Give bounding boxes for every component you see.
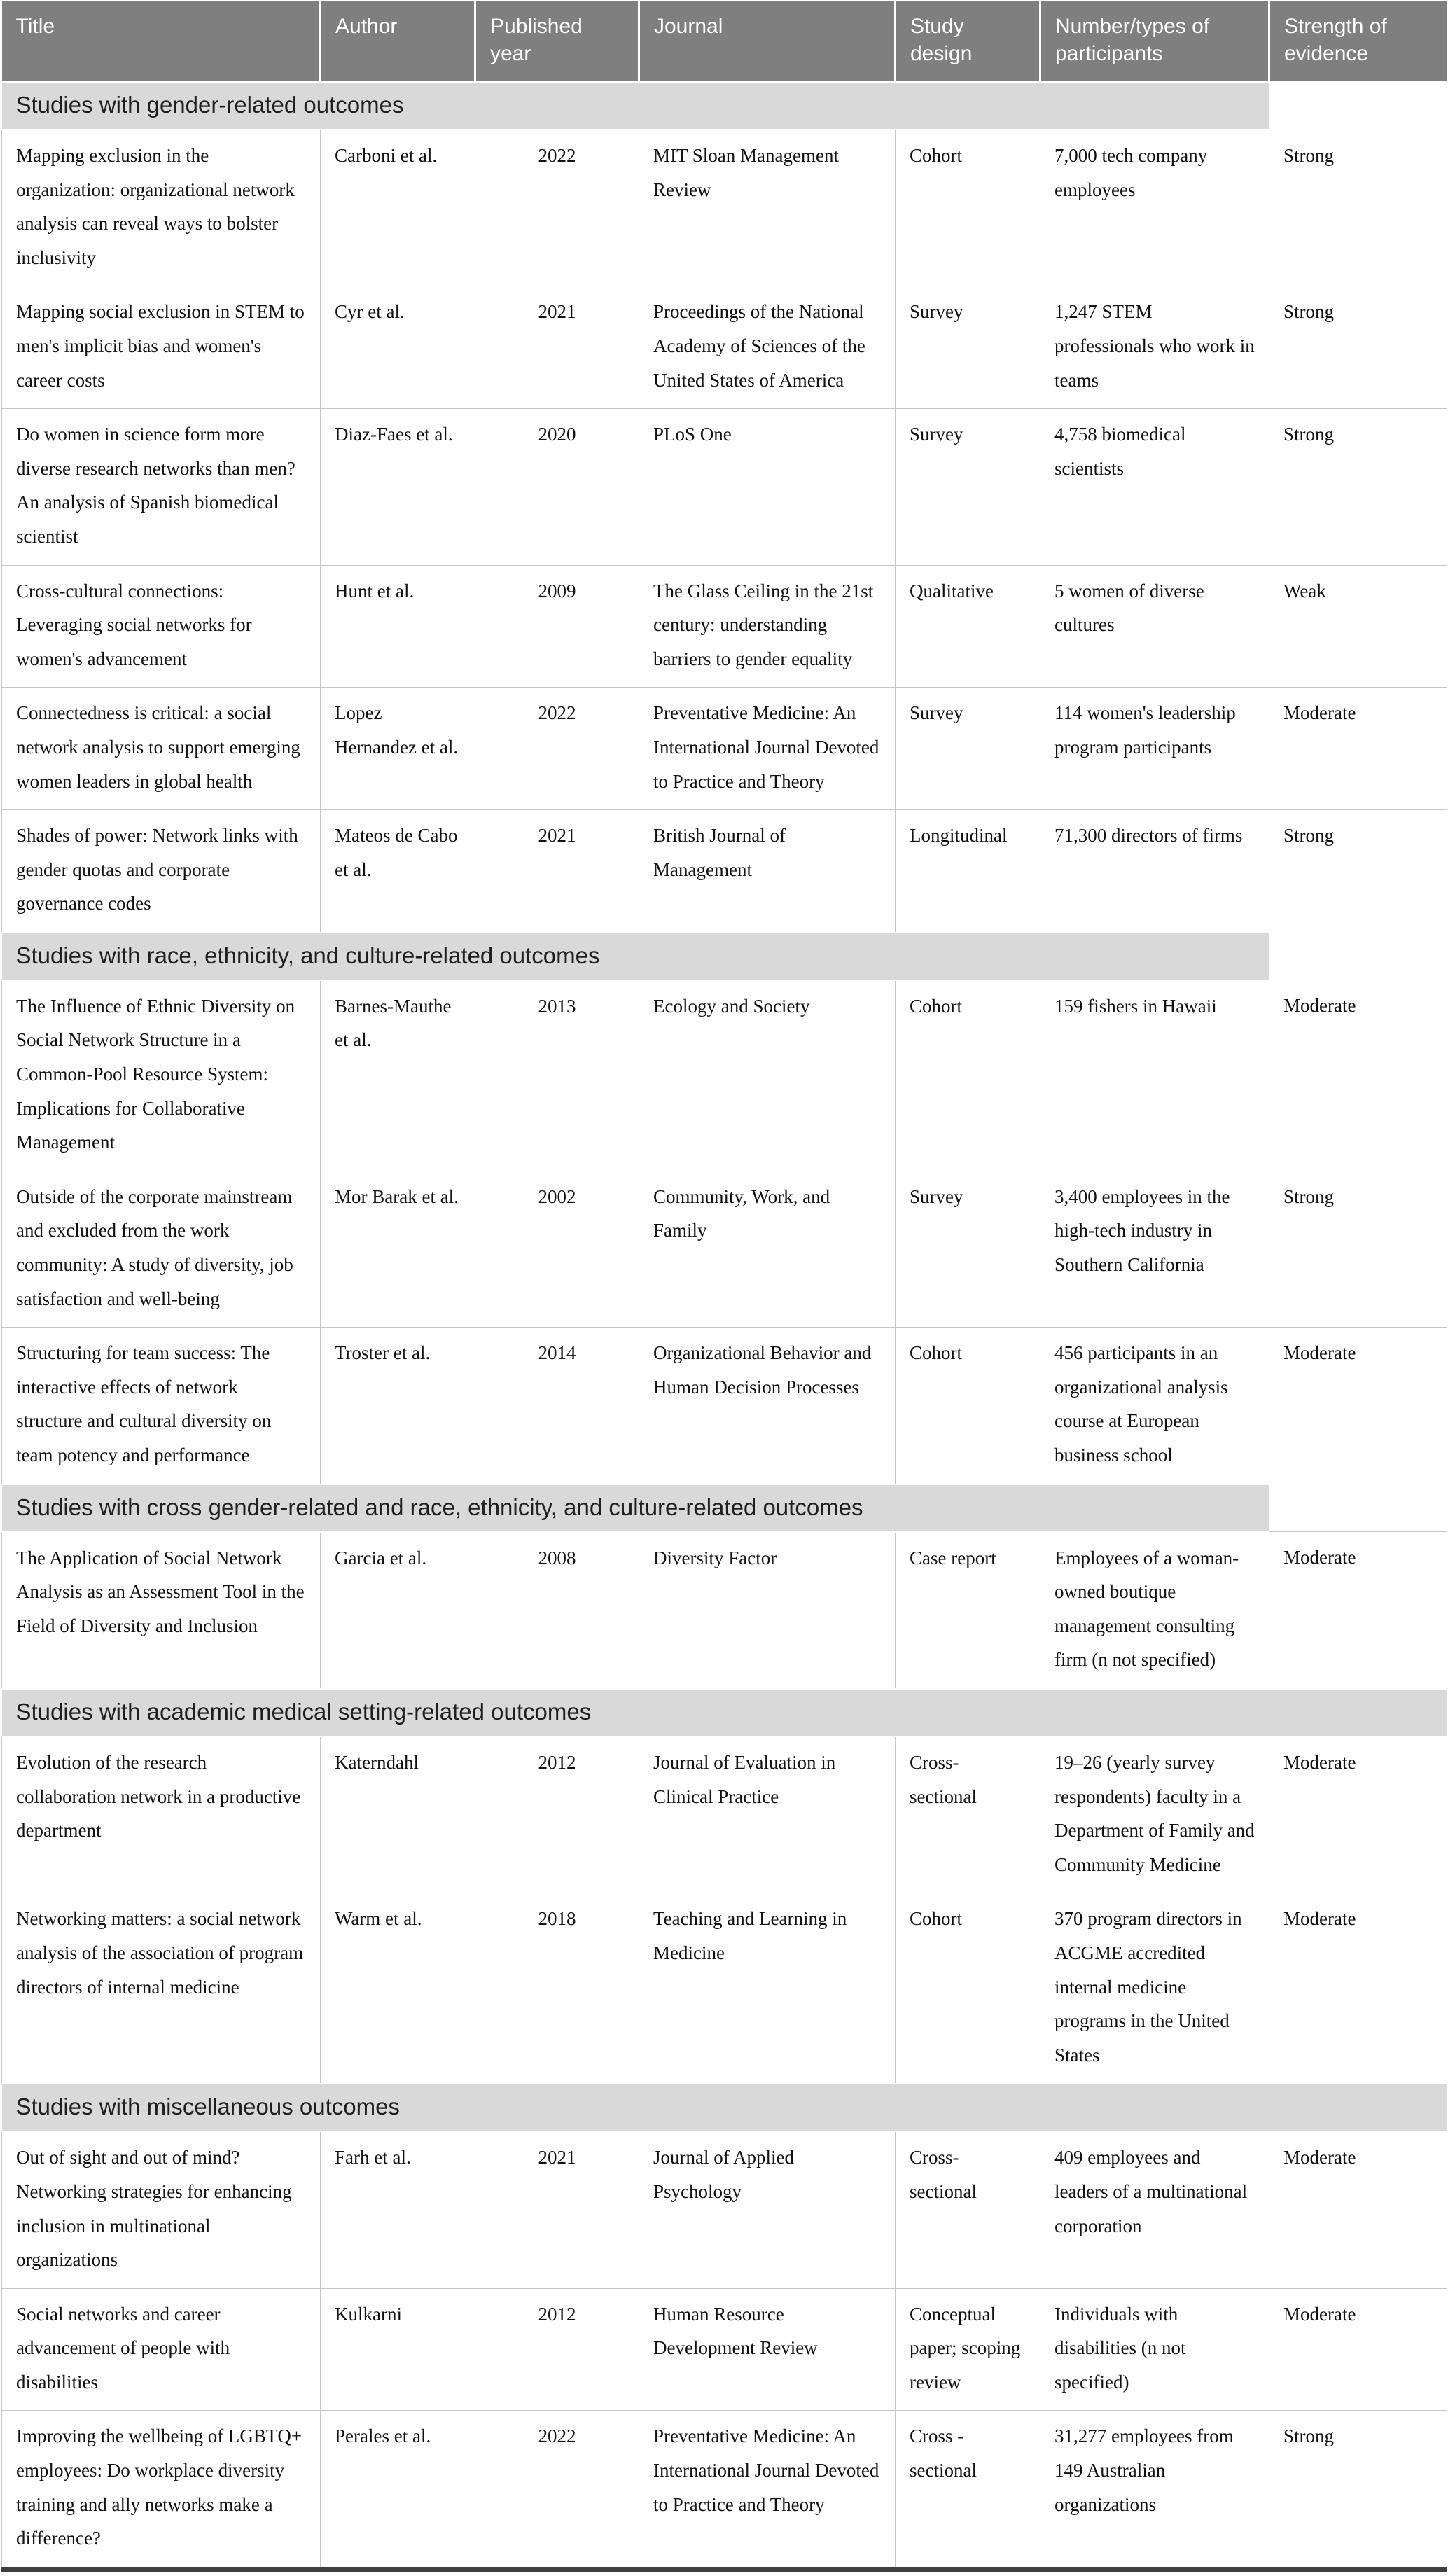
table-row (2, 810, 1447, 933)
cell-journal: Preventative Medicine: An International Journal Devoted to Practice and Theory (639, 688, 896, 810)
cell-title: The Influence of Ethnic Diversity on Social Network Structure in a Common-Pool Resource System: Implications for Collaborative Management (2, 980, 321, 1171)
cell-journal: Preventative Medicine: An International Journal Devoted to Practice and Theory (639, 2411, 896, 2570)
cell-strength-of-evidence: Strong (1269, 810, 1447, 933)
table-header (2, 1, 1447, 82)
section-header-row (2, 1689, 1447, 1736)
cell-title: Social networks and career advancement of people with disabilities (2, 2288, 321, 2411)
cell-published-year: 2021 (475, 286, 639, 409)
cell-published-year: 2014 (475, 1328, 639, 1484)
cell-author: Perales et al. (321, 2411, 475, 2570)
section-header: Studies with race, ethnicity, and culture-related outcomes (2, 933, 1269, 980)
cell-strength-of-evidence: Moderate (1269, 1893, 1447, 2084)
section-header-row (2, 2084, 1447, 2131)
cell-published-year: 2022 (475, 130, 639, 286)
cell-published-year: 2012 (475, 2288, 639, 2411)
cell-author: Kulkarni (321, 2288, 475, 2411)
cell-study-design: Survey (896, 409, 1040, 565)
cell-strength-of-evidence: Moderate (1269, 1736, 1447, 1893)
cell-participants: 1,247 STEM professionals who work in teams (1040, 286, 1269, 409)
column-header-participants: Number/types of participants (1040, 1, 1269, 82)
cell-published-year: 2009 (475, 565, 639, 688)
cell-title: Mapping exclusion in the organization: organizational network analysis can reveal ways to bolster inclusivity (2, 130, 321, 286)
cell-participants: 5 women of diverse cultures (1040, 565, 1269, 688)
section-header: Studies with gender-related outcomes (2, 82, 1269, 130)
cell-author: Troster et al. (321, 1328, 475, 1484)
cell-strength-of-evidence: Moderate (1269, 1532, 1447, 1689)
cell-title: Networking matters: a social network analysis of the association of program directors of internal medicine (2, 1893, 321, 2084)
cell-participants: 159 fishers in Hawaii (1040, 980, 1269, 1171)
cell-published-year: 2020 (475, 409, 639, 565)
cell-author: Garcia et al. (321, 1532, 475, 1689)
cell-strength-of-evidence: Weak (1269, 565, 1447, 688)
cell-title: Connectedness is critical: a social network analysis to support emerging women leaders in global health (2, 688, 321, 810)
cell-study-design: Cohort (896, 130, 1040, 286)
cell-author: Mor Barak et al. (321, 1171, 475, 1327)
column-header-strength-of-evidence: Strength of evidence (1269, 1, 1447, 82)
cell-strength-of-evidence: Strong (1269, 409, 1447, 565)
cell-participants: 114 women's leadership program participants (1040, 688, 1269, 810)
section-header-row (2, 82, 1447, 130)
cell-participants: Employees of a woman-owned boutique management consulting firm (n not specified) (1040, 1532, 1269, 1689)
cell-strength-of-evidence: Moderate (1269, 980, 1447, 1171)
cell-journal: Proceedings of the National Academy of Sciences of the United States of America (639, 286, 896, 409)
cell-title: Outside of the corporate mainstream and excluded from the work community: A study of diversity, job satisfaction and well-being (2, 1171, 321, 1327)
cell-published-year: 2013 (475, 980, 639, 1171)
table-row (2, 130, 1447, 286)
cell-journal: MIT Sloan Management Review (639, 130, 896, 286)
table-row (2, 1893, 1447, 2084)
table-row (2, 980, 1447, 1171)
table-row (2, 565, 1447, 688)
column-header-study-design: Study design (896, 1, 1040, 82)
cell-published-year: 2018 (475, 1893, 639, 2084)
cell-title: Improving the wellbeing of LGBTQ+ employees: Do workplace diversity training and ally networks make a difference? (2, 2411, 321, 2570)
cell-title: Out of sight and out of mind? Networking strategies for enhancing inclusion in multinational organizations (2, 2131, 321, 2288)
cell-author: Katerndahl (321, 1736, 475, 1893)
cell-strength-of-evidence: Moderate (1269, 1328, 1447, 1484)
cell-title: Evolution of the research collaboration network in a productive department (2, 1736, 321, 1893)
cell-study-design: Cross-sectional (896, 1736, 1040, 1893)
cell-title: Mapping social exclusion in STEM to men's implicit bias and women's career costs (2, 286, 321, 409)
cell-journal: The Glass Ceiling in the 21st century: understanding barriers to gender equality (639, 565, 896, 688)
cell-published-year: 2012 (475, 1736, 639, 1893)
cell-title: Do women in science form more diverse research networks than men? An analysis of Spanish biomedical scientist (2, 409, 321, 565)
cell-title: The Application of Social Network Analysis as an Assessment Tool in the Field of Diversity and Inclusion (2, 1532, 321, 1689)
cell-author: Barnes-Mauthe et al. (321, 980, 475, 1171)
column-header-author: Author (321, 1, 475, 82)
cell-published-year: 2002 (475, 1171, 639, 1327)
table-row (2, 1171, 1447, 1327)
cell-published-year: 2022 (475, 688, 639, 810)
column-header-title: Title (2, 1, 321, 82)
cell-journal: British Journal of Management (639, 810, 896, 933)
cell-strength-of-evidence: Strong (1269, 286, 1447, 409)
cell-journal: Organizational Behavior and Human Decision Processes (639, 1328, 896, 1484)
section-header: Studies with cross gender-related and race, ethnicity, and culture-related outcomes (2, 1484, 1269, 1532)
cell-study-design: Survey (896, 688, 1040, 810)
cell-journal: Community, Work, and Family (639, 1171, 896, 1327)
cell-participants: 7,000 tech company employees (1040, 130, 1269, 286)
cell-published-year: 2022 (475, 2411, 639, 2570)
cell-strength-of-evidence: Moderate (1269, 688, 1447, 810)
table-row (2, 1328, 1447, 1484)
cell-author: Warm et al. (321, 1893, 475, 2084)
section-header-spacer (1269, 933, 1447, 980)
cell-study-design: Longitudinal (896, 810, 1040, 933)
column-header-journal: Journal (639, 1, 896, 82)
cell-study-design: Survey (896, 286, 1040, 409)
cell-author: Carboni et al. (321, 130, 475, 286)
cell-journal: Journal of Applied Psychology (639, 2131, 896, 2288)
table-row (2, 688, 1447, 810)
cell-participants: 71,300 directors of firms (1040, 810, 1269, 933)
cell-participants: 31,277 employees from 149 Australian organizations (1040, 2411, 1269, 2570)
cell-strength-of-evidence: Moderate (1269, 2288, 1447, 2411)
table-row (2, 409, 1447, 565)
cell-published-year: 2021 (475, 2131, 639, 2288)
cell-participants: 4,758 biomedical scientists (1040, 409, 1269, 565)
section-header-spacer (1269, 1484, 1447, 1532)
cell-study-design: Case report (896, 1532, 1040, 1689)
cell-study-design: Cohort (896, 1328, 1040, 1484)
cell-study-design: Survey (896, 1171, 1040, 1327)
cell-author: Diaz-Faes et al. (321, 409, 475, 565)
table-row (2, 2288, 1447, 2411)
cell-participants: Individuals with disabilities (n not specified) (1040, 2288, 1269, 2411)
cell-strength-of-evidence: Moderate (1269, 2131, 1447, 2288)
cell-published-year: 2021 (475, 810, 639, 933)
table-row (2, 1532, 1447, 1689)
column-header-published-year: Published year (475, 1, 639, 82)
table-row (2, 2411, 1447, 2570)
cell-participants: 370 program directors in ACGME accredited internal medicine programs in the United States (1040, 1893, 1269, 2084)
cell-study-design: Cohort (896, 1893, 1040, 2084)
cell-strength-of-evidence: Strong (1269, 1171, 1447, 1327)
section-header: Studies with miscellaneous outcomes (2, 2084, 1447, 2131)
cell-journal: PLoS One (639, 409, 896, 565)
section-header-row (2, 1484, 1447, 1532)
table-row (2, 286, 1447, 409)
cell-published-year: 2008 (475, 1532, 639, 1689)
cell-strength-of-evidence: Strong (1269, 2411, 1447, 2570)
cell-study-design: Conceptual paper; scoping review (896, 2288, 1040, 2411)
cell-author: Lopez Hernandez et al. (321, 688, 475, 810)
cell-author: Hunt et al. (321, 565, 475, 688)
cell-journal: Ecology and Society (639, 980, 896, 1171)
table-header-row (2, 1, 1447, 82)
cell-author: Mateos de Cabo et al. (321, 810, 475, 933)
cell-journal: Diversity Factor (639, 1532, 896, 1689)
cell-study-design: Cohort (896, 980, 1040, 1171)
cell-journal: Journal of Evaluation in Clinical Practice (639, 1736, 896, 1893)
studies-table (1, 1, 1447, 2572)
cell-title: Shades of power: Network links with gender quotas and corporate governance codes (2, 810, 321, 933)
table-row (2, 1736, 1447, 1893)
section-header-spacer (1269, 82, 1447, 130)
cell-author: Cyr et al. (321, 286, 475, 409)
cell-journal: Teaching and Learning in Medicine (639, 1893, 896, 2084)
cell-participants: 3,400 employees in the high-tech industry in Southern California (1040, 1171, 1269, 1327)
cell-title: Cross-cultural connections: Leveraging social networks for women's advancement (2, 565, 321, 688)
cell-participants: 409 employees and leaders of a multinational corporation (1040, 2131, 1269, 2288)
cell-author: Farh et al. (321, 2131, 475, 2288)
cell-study-design: Qualitative (896, 565, 1040, 688)
section-header-row (2, 933, 1447, 980)
cell-participants: 19–26 (yearly survey respondents) faculty in a Department of Family and Community Medicine (1040, 1736, 1269, 1893)
cell-participants: 456 participants in an organizational analysis course at European business school (1040, 1328, 1269, 1484)
cell-title: Structuring for team success: The interactive effects of network structure and cultural diversity on team potency and performance (2, 1328, 321, 1484)
cell-journal: Human Resource Development Review (639, 2288, 896, 2411)
cell-study-design: Cross -sectional (896, 2411, 1040, 2570)
cell-study-design: Cross-sectional (896, 2131, 1040, 2288)
table-body (2, 82, 1447, 2570)
table-row (2, 2131, 1447, 2288)
cell-strength-of-evidence: Strong (1269, 130, 1447, 286)
section-header: Studies with academic medical setting-related outcomes (2, 1689, 1447, 1736)
